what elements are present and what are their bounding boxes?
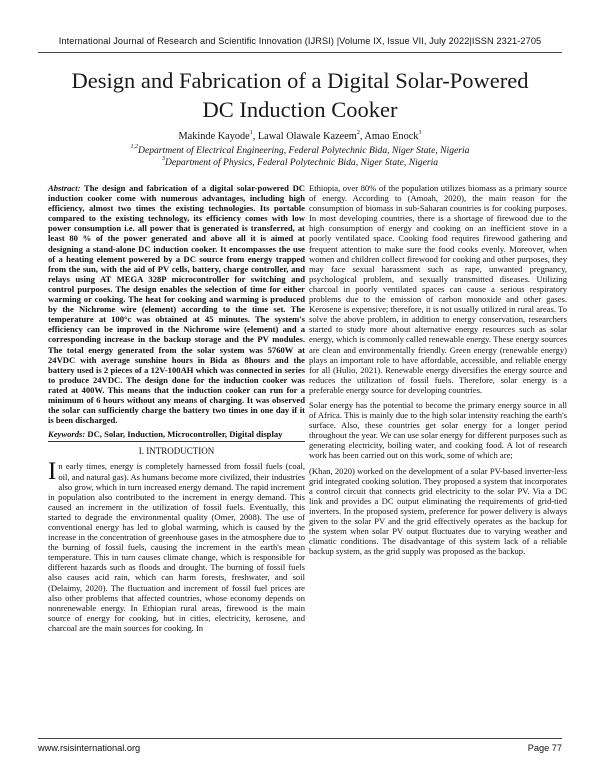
journal-header: International Journal of Research and Scientific Innovation (IJRSI) |Volume IX, Issue VII, July 2022|ISSN 2321-2705 <box>58 36 542 46</box>
intro-paragraph-3: Solar energy has the potential to become the primary energy source in all of Africa. This is mainly due to the high solar intensity reaching the earth's surface. Also, these countries get solar energy for a longer period throughout the year. We can use solar energy for different purposes such as generating electricity, boiling water, and cooking food. A lot of research work has been carried out on this work, some of which are; <box>309 399 567 461</box>
affiliation-2 <box>40 157 560 168</box>
abstract <box>48 183 305 425</box>
left-column <box>48 183 305 633</box>
paper-title <box>40 66 560 124</box>
author-1: Makinde Kayode <box>178 131 250 142</box>
footer-rule <box>38 738 562 739</box>
affiliation-2-sup: 3 <box>161 156 165 162</box>
right-column <box>309 183 567 556</box>
intro-paragraph-2: Ethiopia, over 80% of the population utilizes biomass as a primary source of energy. According to (Amoah, 2020), the main reason for the consumption of biomass in sub-Saharan countries is for cooking purposes. In most developing countries, there is a shortage of firewood due to the high consumption of energy and cooking on an inefficient stove in a poorly ventilated space. Cooking food requires firewood gathering and frequent attention to make sure the food cooks evenly. Moreover, when women and children collect firewood for cooking and other purposes, they may face sexual harassment such as rape, unwanted pregnancy, psychological problem, and sexually transmitted diseases. Utilizing charcoal in poorly ventilated spaces can cause a serious respiratory problems due to the emission of carbon monoxide and other gases. Kerosene is expensive; therefore, it is not usually utilized in rural areas. To solve the above problem, in addition to energy conservation, researchers started to study more about alternative energy resources such as solar energy, which is commonly called renewable energy. These energy sources are clean and environmentally friendly. Green energy (renewable energy) plays an important role to have affordable, accessible, and reliable energy for all (Hulio, 2021). Renewable energy diversifies the energy source and reduces the utilization of fossil fuels. Therefore, solar energy is a preferable energy source for developing countries. <box>309 183 567 395</box>
keywords-text: DC, Solar, Induction, Microcontroller, Digital display <box>85 429 283 440</box>
affiliation-1 <box>40 145 560 156</box>
intro-paragraph-1: In early times, energy is completely harnessed from fossil fuels (coal, oil, and natural gas). As humans become more civilized, their industries also grow, which in turn increased energy demand. The rapid increment in population also contributed to the increment in energy demand. This caused an increment in the utilization of fossil fuels. Eventually, this started to degrade the environmental quality (Omer, 2008). The use of conventional energy has led to global warming, which is caused by the increase in the concentration of greenhouse gases in the atmosphere due to the burning of fossil fuels, causing the increment in the earth's mean temperature. This in turn causes climate change, which is responsible for different hazards such as floods and drought. The burning of fossil fuels also causes acid rain, which can harm forests, freshwater, and soil (Delaimy, 2020). The fluctuation and increment of fossil fuel prices are also other problems that affected countries, whose economy depends on nonrenewable energy. In Ethiopian rural areas, firewood is the main source of energy for cooking, but in cities, electricity, kerosene, and charcoal are the main sources for cooking. In <box>48 458 305 633</box>
keywords <box>48 429 305 439</box>
title-line-1: Design and Fabrication of a Digital Solar-Powered <box>71 68 529 93</box>
author-1-sup: 1 <box>249 130 253 136</box>
author-2-sup: 2 <box>356 130 360 136</box>
author-3: Amao Enock <box>364 131 419 142</box>
abstract-text: The design and fabrication of a digital solar-powered DC induction cooker come with numerous advantages, including high efficiency, almost two times the existing technologies. Its portable compared to the existing technology, its efficiency comes with low power consumption i.e. all power that is generated is transferred, at least 80 % of the power generated and above all it is aimed at designing a stand-alone DC induction cooker. It encompasses the use of a heating element powered by a DC source from energy trapped from the sun, with the aid of PV cells, battery, charge controller, and relays using AT MEGA 328P microcontroller for switching and control purposes. The design enables the selection of time for either warming or cooking. The heat for cooking and warming is produced by the Nichrome wire (element) according to the time set. The temperature at 100°c was obtained at 45 minutes. The system's efficiency can be improved in the Nichrome wire (element) and a corresponding increase in the backup storage and the PV modules. The total energy generated from the solar system was 5760W at 24VDC with average sunshine hours in Bida as 8hours and the battery used is 2 pieces of a 12V-100AH which was connected in series to produce 24VDC. The design done for the induction cooker was rated at 400W. This means that the induction cooker can run for a minimum of 6 hours without any means of charging. It was observed the solar can sufficiently charge the battery two times in one day if it is been discharged. <box>48 183 305 426</box>
title-line-2: DC Induction Cooker <box>202 97 398 122</box>
affiliation-1-sup: 1,2 <box>130 144 139 150</box>
section-heading-introduction: I. INTRODUCTION <box>138 446 215 457</box>
author-list: Makinde Kayode$^1$, Lawal Olawale Kazeem$^2$, Amao Enock$^3$ <box>178 130 422 142</box>
keywords-label: Keywords: <box>48 429 86 440</box>
page-number: Page 77 <box>527 743 562 753</box>
abstract-label: Abstract: <box>48 183 81 193</box>
author-2: Lawal Olawale Kazeem <box>257 131 357 142</box>
author-3-sup: 3 <box>418 130 422 136</box>
keywords-divider <box>48 441 305 442</box>
footer-url-link[interactable]: www.rsisinternational.org <box>38 743 141 753</box>
intro-paragraph-4: (Khan, 2020) worked on the development of a solar PV-based inverter-less grid integrated cooking solution. They proposed a system that incorporates a control circuit that connects grid electricity to the solar PV. Via a DC link and provides a DC output eliminating the requirements of grid-tied inverters. In the proposed system, preference for power delivery is always given to the solar PV and the grid effectively operates as the backup for the system when solar PV output fluctuates due to varying weather and climatic conditions. The disadvantage of this system lack of a reliable backup system, as the grid supply was proposed as the backup. <box>309 465 567 557</box>
affiliation-2-text: Department of Physics, Federal Polytechnic Bida, Niger State, Nigeria <box>164 157 439 168</box>
affiliation-1-text: Department of Electrical Engineering, Federal Polytechnic Bida, Niger State, Nigeria <box>138 145 470 156</box>
header-rule <box>38 52 562 53</box>
